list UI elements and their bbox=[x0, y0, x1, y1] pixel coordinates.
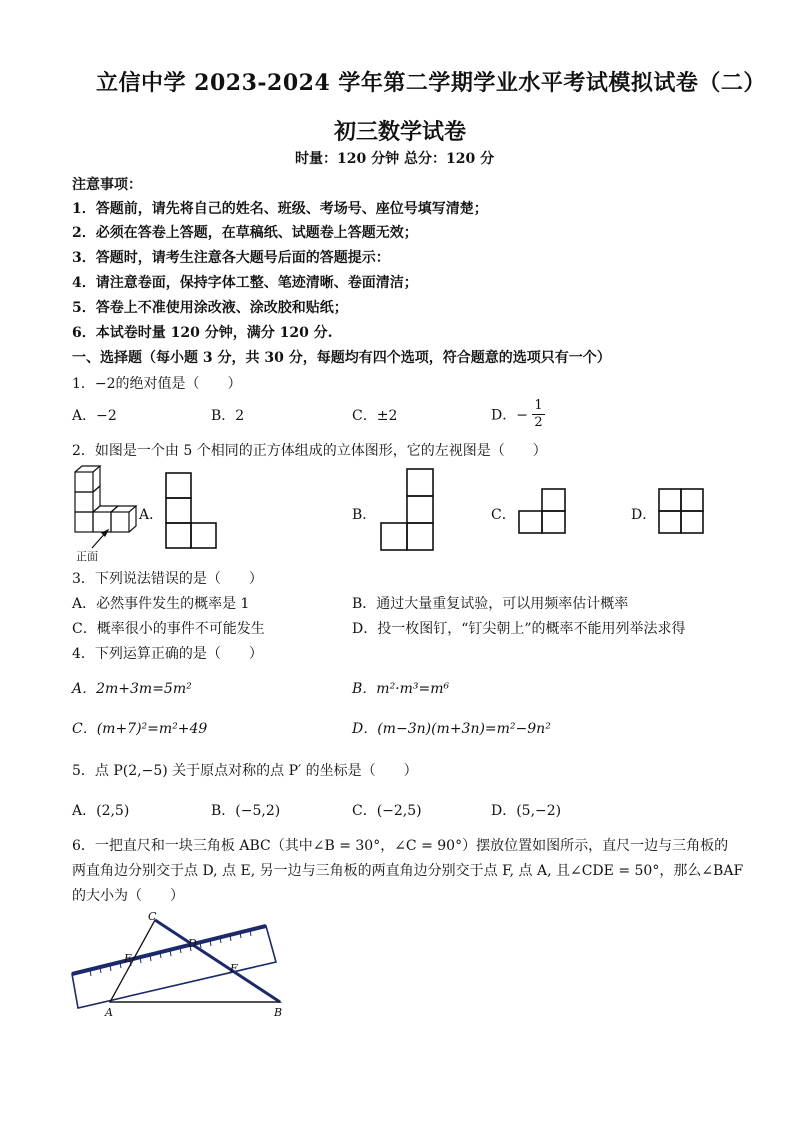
ruler-triangle-diagram bbox=[70, 912, 290, 1022]
section-heading: 一、选择题（每小题 3 分，共 30 分，每题均有四个选项，符合题意的选项只有一个） bbox=[72, 350, 611, 366]
q6-line-1: 6．一把直尺和一块三角板 ABC（其中∠B = 30°，∠C = 90°）摆放位置如图所示，直尺一边与三角板的 bbox=[72, 838, 729, 854]
q3-option-c: C．概率很小的事件不可能发生 bbox=[72, 621, 265, 637]
notice-item: 2．必须在答卷上答题，在草稿纸、试题卷上答题无效； bbox=[72, 225, 418, 241]
fraction-numerator: 1 bbox=[534, 398, 543, 413]
q1-option-d bbox=[491, 398, 545, 431]
q5-option-d: D．(5,−2) bbox=[491, 803, 562, 819]
fraction-denominator: 2 bbox=[534, 415, 543, 430]
q4-stem: 4．下列运算正确的是（ ） bbox=[72, 646, 263, 662]
q5-option-a: A．(2,5) bbox=[72, 803, 130, 819]
q5-stem: 5．点 P(2,−5) 关于原点对称的点 P′ 的坐标是（ ） bbox=[72, 763, 418, 779]
q2-option-d-figure bbox=[658, 488, 708, 536]
q1-option-c: C．±2 bbox=[352, 408, 398, 424]
q4-option-b: B．m²·m³=m⁶ bbox=[352, 681, 450, 697]
q5-option-b: B．(−5,2) bbox=[211, 803, 281, 819]
point-label-a: A bbox=[105, 1006, 113, 1019]
q4-option-a: A．2m+3m=5m² bbox=[72, 681, 192, 697]
q1-option-a: A．−2 bbox=[72, 408, 117, 424]
notice-heading: 注意事项： bbox=[72, 177, 142, 193]
notice-item: 4．请注意卷面，保持字体工整、笔迹清晰、卷面清洁； bbox=[72, 275, 418, 291]
q2-option-a: A． bbox=[139, 507, 164, 523]
notice-item: 5．答卷上不准使用涂改液、涂改胶和贴纸； bbox=[72, 300, 348, 316]
notice-item: 3．答题时，请考生注意各大题号后面的答题提示： bbox=[72, 250, 390, 266]
front-label: 正面 bbox=[76, 550, 98, 563]
q3-option-a: A．必然事件发生的概率是 1 bbox=[72, 596, 250, 612]
notice-item: 1．答题前，请先将自己的姓名、班级、考场号、座位号填写清楚； bbox=[72, 201, 488, 217]
q1-option-d-fraction bbox=[532, 398, 544, 431]
q4-option-d: D．(m−3n)(m+3n)=m²−9n² bbox=[352, 721, 551, 737]
q2-option-c: C． bbox=[491, 507, 516, 523]
q1-option-b: B．2 bbox=[211, 408, 245, 424]
q6-line-3: 的大小为（ ） bbox=[72, 888, 184, 904]
q2-stem: 2．如图是一个由 5 个相同的正方体组成的立体图形，它的左视图是（ ） bbox=[72, 443, 547, 459]
q1-option-d-prefix: D．− bbox=[491, 407, 528, 424]
q3-option-d: D．投一枚图钉，“钉尖朝上”的概率不能用列举法求得 bbox=[352, 621, 686, 637]
q1-stem: 1．−2的绝对值是（ ） bbox=[72, 376, 242, 392]
q2-option-b: B． bbox=[352, 507, 377, 523]
q3-stem: 3．下列说法错误的是（ ） bbox=[72, 571, 263, 587]
q5-option-c: C．(−2,5) bbox=[352, 803, 422, 819]
exam-subtitle: 初三数学试卷 bbox=[334, 119, 467, 145]
exam-title: 立信中学 2023-2024 学年第二学期学业水平考试模拟试卷（二） bbox=[96, 70, 766, 96]
q2-option-b-figure bbox=[380, 468, 440, 554]
q2-option-d: D． bbox=[631, 507, 657, 523]
notice-item: 6．本试卷时量 120 分钟，满分 120 分. bbox=[72, 325, 333, 341]
solid-figure-diagram bbox=[70, 462, 150, 562]
point-label-f: F bbox=[230, 962, 238, 975]
q3-option-b: B．通过大量重复试验，可以用频率估计概率 bbox=[352, 596, 629, 612]
q2-option-a-figure bbox=[165, 472, 220, 552]
q2-option-c-figure bbox=[518, 488, 570, 536]
q6-line-2: 两直角边分别交于点 D, 点 E, 另一边与三角板的两直角边分别交于点 F, 点 A, 且∠CDE = 50°，那么∠BAF bbox=[72, 863, 744, 879]
time-score: 时量：120 分钟 总分：120 分 bbox=[295, 151, 495, 167]
q4-option-c: C．(m+7)²=m²+49 bbox=[72, 721, 208, 737]
point-label-b: B bbox=[274, 1006, 283, 1019]
point-label-e: E bbox=[124, 952, 133, 965]
point-label-c: C bbox=[148, 910, 157, 923]
point-label-d: D bbox=[188, 937, 197, 950]
